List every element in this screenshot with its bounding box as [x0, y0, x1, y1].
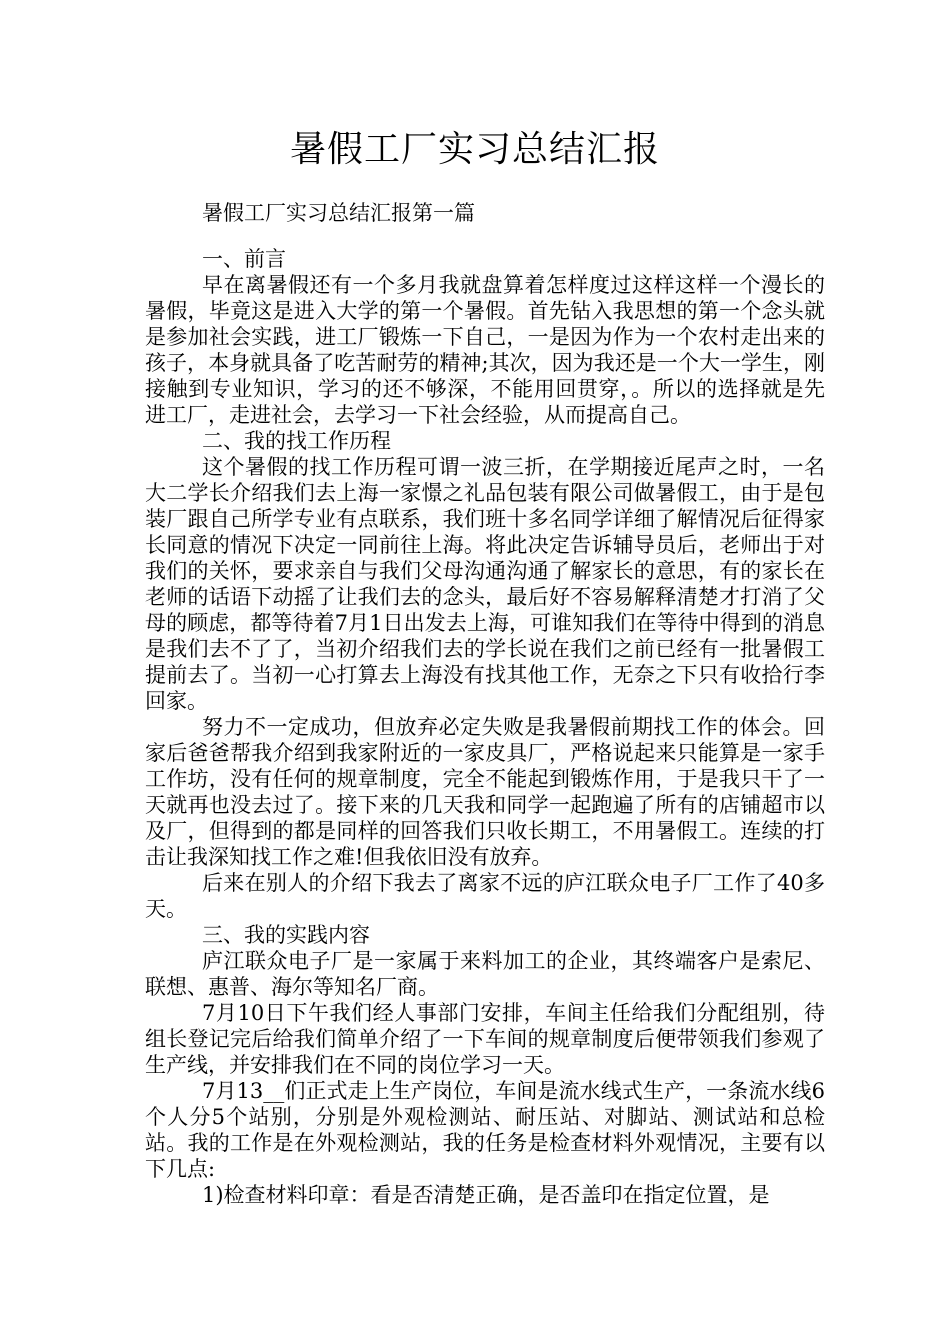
body-paragraph: 7月10日下午我们经人事部门安排，车间主任给我们分配组别，待组长登记完后给我们简单介绍了一下车间的规章制度后便带领我们参观了生产线，并安排我们在不同的岗位学习一天。	[145, 1001, 825, 1077]
body-paragraph: 努力不一定成功，但放弃必定失败是我暑假前期找工作的体会。回家后爸爸帮我介绍到我家附近的一家皮具厂，严格说起来只能算是一家手工作坊，没有任何的规章制度，完全不能起到锻炼作用，于是我只干了一天就再也没去过了。接下来的几天我和同学一起跑遍了所有的店铺超市以及厂，但得到的都是同样的回答我们只收长期工，不用暑假工。连续的打击让我深知找工作之难!但我依旧没有放弃。	[145, 715, 825, 869]
list-item: 1)检查材料印章：看是否清楚正确，是否盖印在指定位置，是	[202, 1183, 770, 1207]
body-paragraph: 7月13__们正式走上生产岗位，车间是流水线式生产，一条流水线6个人分5个站别，分别是外观检测站、耐压站、对脚站、测试站和总检站。我的工作是在外观检测站，我的任务是检查材料外观情况，主要有以下几点:	[145, 1079, 825, 1181]
section-heading-practice: 三、我的实践内容	[202, 923, 370, 947]
document-subtitle: 暑假工厂实习总结汇报第一篇	[202, 201, 475, 225]
section-heading-preface: 一、前言	[202, 247, 286, 271]
section-heading-job-search: 二、我的找工作历程	[202, 429, 391, 453]
document-body	[145, 246, 825, 1208]
body-paragraph: 这个暑假的找工作历程可谓一波三折，在学期接近尾声之时，一名大二学长介绍我们去上海一家憬之礼品包装有限公司做暑假工，由于是包装厂跟自己所学专业有点联系，我们班十多名同学详细了解情况后征得家长同意的情况下决定一同前往上海。将此决定告诉辅导员后，老师出于对我们的关怀，要求亲自与我们父母沟通沟通了解家长的意思，有的家长在老师的话语下动摇了让我们去的念头，最后好不容易解释清楚才打消了父母的顾虑，都等待着7月1日出发去上海，可谁知我们在等待中得到的消息是我们去不了了，当初介绍我们去的学长说在我们之前已经有一批暑假工提前去了。当初一心打算去上海没有找其他工作，无奈之下只有收拾行李回家。	[145, 455, 825, 713]
document-title: 暑假工厂实习总结汇报	[289, 129, 660, 170]
body-paragraph: 庐江联众电子厂是一家属于来料加工的企业，其终端客户是索尼、联想、惠普、海尔等知名厂商。	[145, 949, 825, 999]
body-paragraph: 早在离暑假还有一个多月我就盘算着怎样度过这样这样一个漫长的暑假，毕竟这是进入大学的第一个暑假。首先钻入我思想的第一个念头就是参加社会实践，进工厂锻炼一下自己，一是因为作为一个农村走出来的孩子，本身就具备了吃苦耐劳的精神;其次，因为我还是一个大一学生，刚接触到专业知识，学习的还不够深，不能用回贯穿，。所以的选择就是先进工厂，走进社会，去学习一下社会经验，从而提高自己。	[145, 273, 825, 427]
body-paragraph: 后来在别人的介绍下我去了离家不远的庐江联众电子厂工作了40多天。	[145, 871, 825, 921]
